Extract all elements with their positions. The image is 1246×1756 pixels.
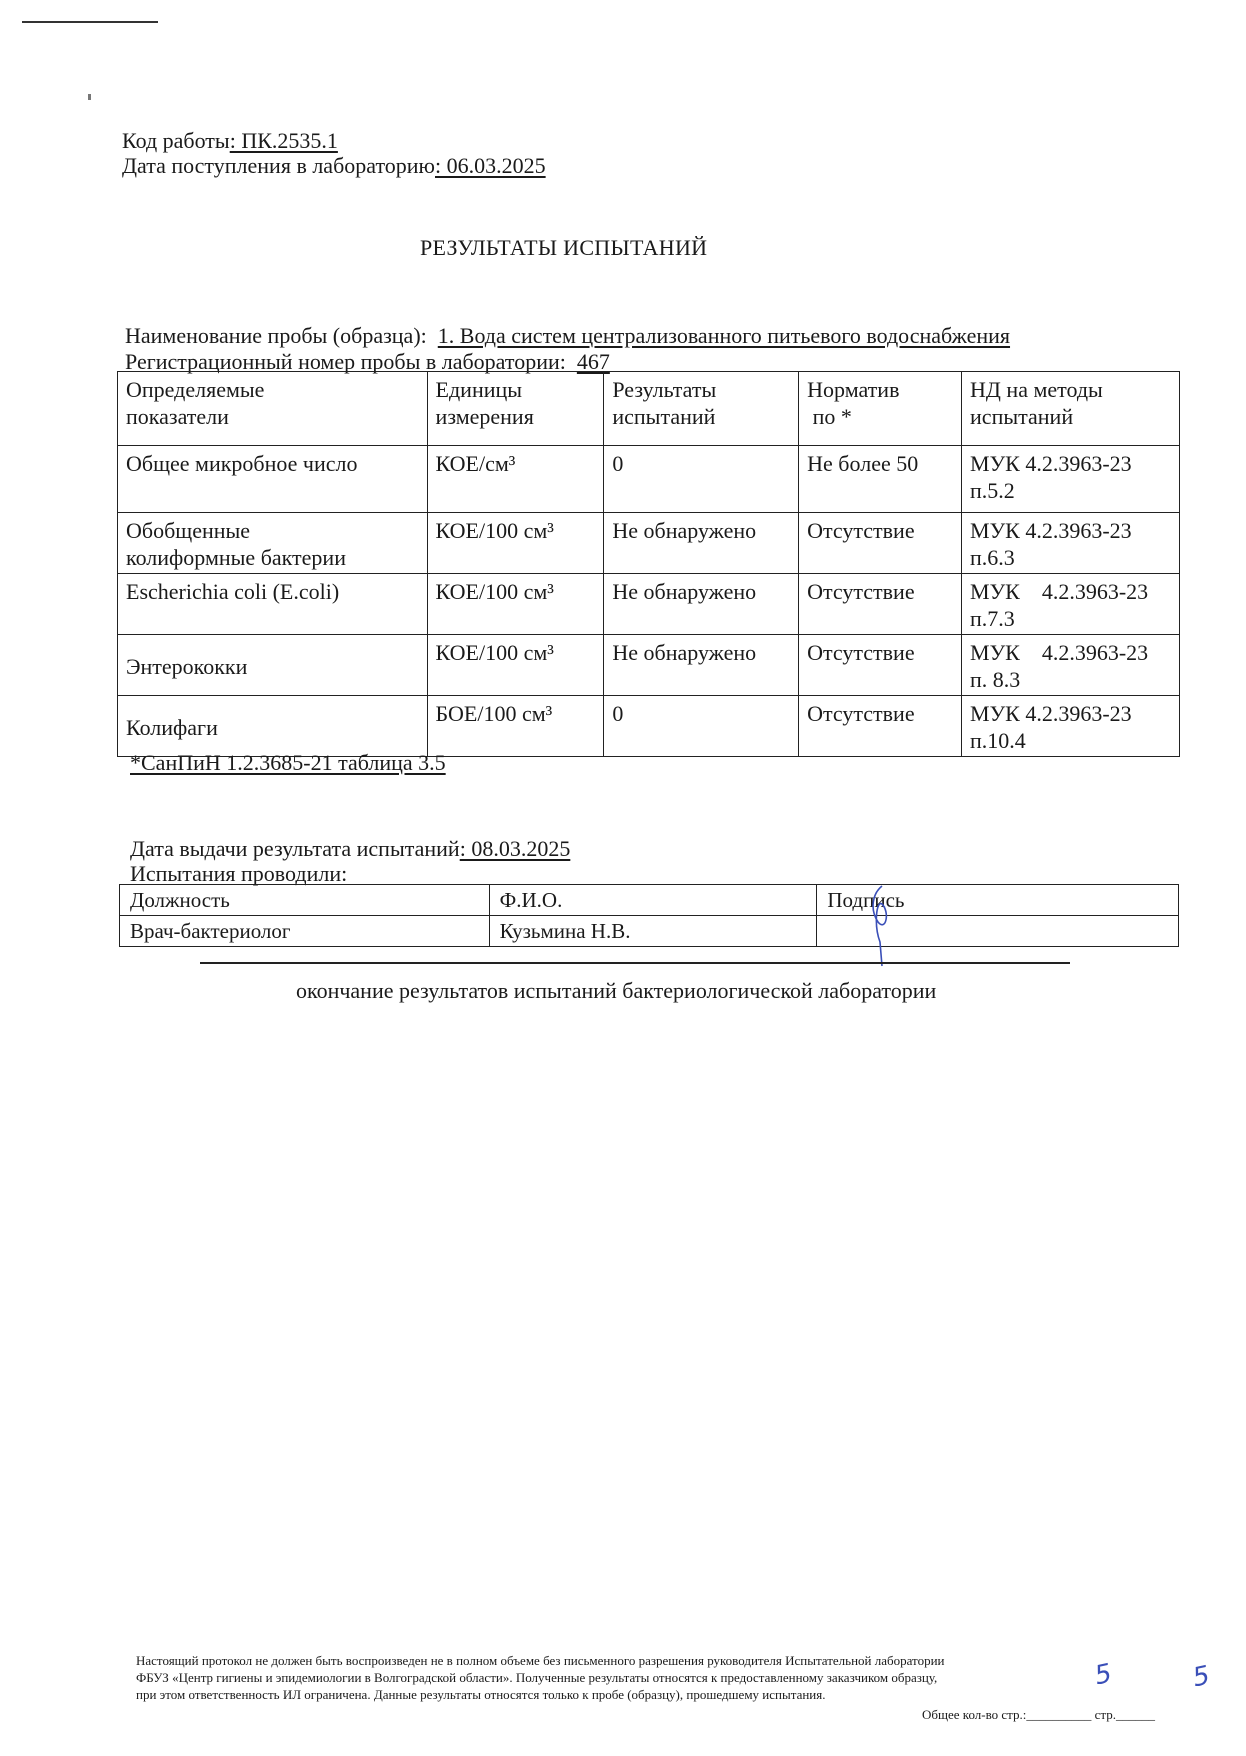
cell-line: Отсутствие xyxy=(807,701,915,726)
cell-line: Норматив xyxy=(807,377,900,402)
document-title: РЕЗУЛЬТАТЫ ИСПЫТАНИЙ xyxy=(420,235,708,260)
norm-cell xyxy=(799,446,962,513)
cell-line: КОЕ/см³ xyxy=(435,451,516,476)
sample-reg-value: 467 xyxy=(576,349,610,374)
header-signature: Подпись xyxy=(817,885,1179,916)
name-cell: Кузьмина Н.В. xyxy=(489,916,817,947)
sample-reg-label: Регистрационный номер пробы в лаборатории: xyxy=(125,349,566,374)
table-row xyxy=(118,574,1180,635)
issue-date-label: Дата выдачи результата испытаний xyxy=(130,836,460,861)
units-cell xyxy=(427,635,604,696)
work-code-line xyxy=(122,128,338,154)
header-indicator xyxy=(118,372,428,446)
cell-line: по * xyxy=(807,404,852,429)
header-position: Должность xyxy=(120,885,490,916)
header-results xyxy=(604,372,799,446)
indicator-cell xyxy=(118,446,428,513)
cell-line: Не обнаружено xyxy=(612,640,757,665)
indicator-cell xyxy=(118,635,428,696)
footer-line-3: при этом ответственность ИЛ ограничена. Данные результаты относятся только к пробе (образцу), прошедшему испытания. xyxy=(136,1687,826,1702)
cell-line: Энтерококки xyxy=(126,653,248,679)
cell-line: Результаты xyxy=(612,377,717,402)
method-cell xyxy=(962,513,1180,574)
table-row xyxy=(118,635,1180,696)
units-cell xyxy=(427,446,604,513)
indicator-cell xyxy=(118,574,428,635)
norm-cell xyxy=(799,696,962,757)
scan-speck xyxy=(88,94,91,100)
indicator-cell xyxy=(118,513,428,574)
norm-cell xyxy=(799,513,962,574)
staff-header-row xyxy=(120,885,1179,916)
norm-cell xyxy=(799,574,962,635)
cell-line: колиформные бактерии xyxy=(126,545,346,570)
cell-line: МУК 4.2.3963-23 xyxy=(970,701,1132,726)
indicator-cell xyxy=(118,696,428,757)
cell-line: КОЕ/100 см³ xyxy=(435,518,554,543)
cell-line: Не более 50 xyxy=(807,451,919,476)
method-cell xyxy=(962,574,1180,635)
header-name: Ф.И.О. xyxy=(489,885,817,916)
scan-top-edge-mark xyxy=(22,21,158,23)
performed-by-label: Испытания проводили: xyxy=(130,861,348,886)
cell-line: п.6.3 xyxy=(970,545,1015,570)
footer-line-1: Настоящий протокол не должен быть воспроизведен не в полном объеме без письменного разрешения руководителя Испытательной лаборатории xyxy=(136,1653,945,1668)
work-code-label: Код работы xyxy=(122,128,230,153)
sample-name-label: Наименование пробы (образца): xyxy=(125,323,427,348)
handwritten-page-total: 5 xyxy=(1190,1660,1213,1694)
cell-line: Отсутствие xyxy=(807,518,915,543)
cell-line: Обобщенные xyxy=(126,518,251,543)
footnote: *СанПиН 1.2.3685-21 таблица 3.5 xyxy=(130,750,446,775)
issue-date-value: : 08.03.2025 xyxy=(459,836,571,861)
position-cell: Врач-бактериолог xyxy=(120,916,490,947)
header-methods xyxy=(962,372,1180,446)
cell-line: п.7.3 xyxy=(970,606,1015,631)
cell-line: МУК 4.2.3963-23 xyxy=(970,518,1132,543)
cell-line: НД на методы xyxy=(970,377,1103,402)
cell-line: МУК 4.2.3963-23 xyxy=(970,640,1149,665)
units-cell xyxy=(427,696,604,757)
result-cell xyxy=(604,513,799,574)
staff-table xyxy=(119,884,1179,947)
norm-cell xyxy=(799,635,962,696)
received-date-line xyxy=(122,153,546,179)
cell-line: КОЕ/100 см³ xyxy=(435,640,554,665)
cell-line: Колифаги xyxy=(126,714,218,740)
sample-name-line xyxy=(125,323,1010,349)
table-row xyxy=(118,446,1180,513)
header-norm xyxy=(799,372,962,446)
footer-page-count: Общее кол-во стр.:__________ стр.______ xyxy=(922,1707,1155,1722)
result-cell xyxy=(604,574,799,635)
cell-line: БОЕ/100 см³ xyxy=(435,701,553,726)
handwritten-signature xyxy=(860,882,900,972)
cell-line: п. 8.3 xyxy=(970,667,1021,692)
cell-line: п.10.4 xyxy=(970,728,1026,753)
end-note: окончание результатов испытаний бактериологической лаборатории xyxy=(296,978,937,1003)
cell-line: Отсутствие xyxy=(807,640,915,665)
cell-line: КОЕ/100 см³ xyxy=(435,579,554,604)
cell-line: Общее микробное число xyxy=(126,451,358,476)
cell-line: Escherichia coli (E.coli) xyxy=(126,579,340,604)
header-units xyxy=(427,372,604,446)
method-cell xyxy=(962,446,1180,513)
cell-line: Единицы xyxy=(435,377,523,402)
method-cell xyxy=(962,635,1180,696)
cell-line: Не обнаружено xyxy=(612,579,757,604)
cell-line: МУК 4.2.3963-23 xyxy=(970,579,1149,604)
cell-line: показатели xyxy=(126,404,229,429)
units-cell xyxy=(427,574,604,635)
cell-line: измерения xyxy=(435,404,534,429)
results-header-row xyxy=(118,372,1180,446)
cell-line: Определяемые xyxy=(126,377,265,402)
table-row xyxy=(118,513,1180,574)
received-date-value: : 06.03.2025 xyxy=(435,153,546,178)
issue-date-line xyxy=(130,836,570,862)
work-code-value: : ПК.2535.1 xyxy=(229,128,338,153)
cell-line: п.5.2 xyxy=(970,478,1015,503)
received-date-label: Дата поступления в лабораторию xyxy=(122,153,435,178)
handwritten-page-number: 5 xyxy=(1092,1658,1115,1692)
result-cell xyxy=(604,446,799,513)
cell-line: 0 xyxy=(612,701,624,726)
cell-line: Не обнаружено xyxy=(612,518,757,543)
cell-line: Отсутствие xyxy=(807,579,915,604)
cell-line: 0 xyxy=(612,451,624,476)
result-cell xyxy=(604,635,799,696)
cell-line: испытаний xyxy=(970,404,1074,429)
closing-rule xyxy=(200,962,1070,964)
method-cell xyxy=(962,696,1180,757)
units-cell xyxy=(427,513,604,574)
cell-line: испытаний xyxy=(612,404,716,429)
table-row xyxy=(120,916,1179,947)
cell-line: МУК 4.2.3963-23 xyxy=(970,451,1132,476)
results-table xyxy=(117,371,1180,757)
table-row xyxy=(118,696,1180,757)
footer-line-2: ФБУЗ «Центр гигиены и эпидемиологии в Волгоградской области». Полученные результаты относятся к предоставленному заказчиком образцу, xyxy=(136,1670,938,1685)
result-cell xyxy=(604,696,799,757)
sample-name-value: 1. Вода систем централизованного питьевого водоснабжения xyxy=(437,323,1011,348)
